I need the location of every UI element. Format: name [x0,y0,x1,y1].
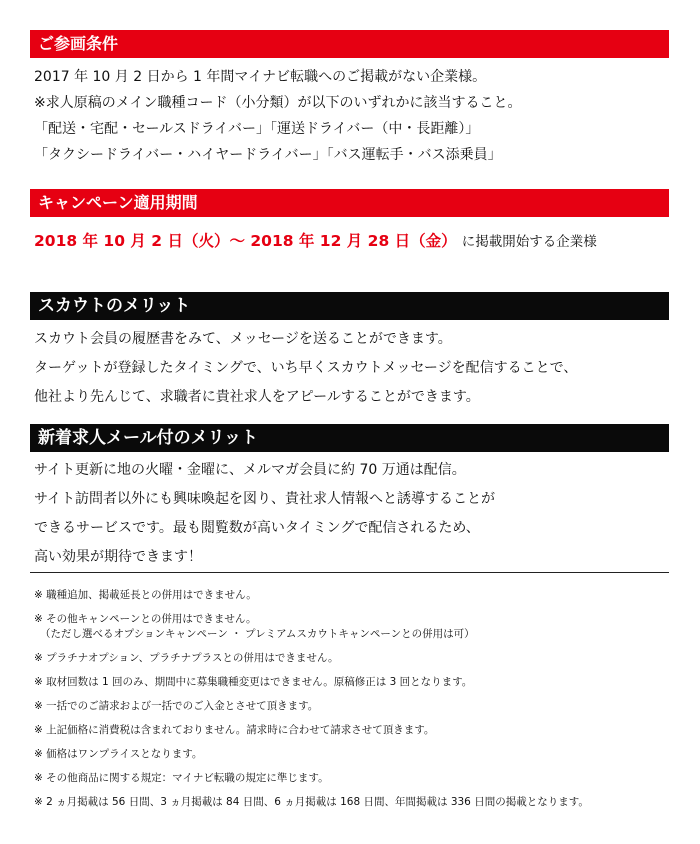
conditions-body [34,64,521,168]
newmail-merit-line: サイト更新に地の火曜・金曜に、メルマガ会員に約 70 万通は配信。 [34,462,466,478]
conditions-line: 2017 年 10 月 2 日から 1 年間マイナビ転職へのご掲載がない企業様。 [34,69,487,85]
scout-merit-heading: スカウトのメリット [30,292,669,320]
note-subtext: （ただし選べるオプションキャンペーン ・ プレミアムスカウトキャンペーンとの併用は可） [40,628,475,640]
conditions-line: ※求人原稿のメイン職種コード（小分類）が以下のいずれかに該当すること。 [34,95,522,111]
note-item: ※ 2 ヵ月掲載は 56 日間、3 ヵ月掲載は 84 日間、6 ヵ月掲載は 168 日間、年間掲載は 336 日間の掲載となります。 [34,796,589,808]
note-item: ※ 職種追加、掲載延長との併用はできません。 [34,589,257,601]
newmail-merit-body [34,456,495,572]
scout-merit-line: 他社より先んじて、求職者に貴社求人をアピールすることができます。 [34,389,480,405]
campaign-period [34,228,597,254]
note-item: ※ 上記価格に消費税は含まれておりません。請求時に合わせて請求させて頂きます。 [34,724,435,736]
newmail-merit-line: できるサービスです。最も閲覧数が高いタイミングで配信されるため、 [34,520,480,536]
period-heading: キャンペーン適用期間 [30,189,669,217]
newmail-merit-heading: 新着求人メール付のメリット [30,424,669,452]
newmail-merit-line: 高い効果が期待できます！ [34,549,202,565]
note-item: ※ 価格はワンプライスとなります。 [34,748,203,760]
note-item [34,612,589,642]
section-divider [30,572,669,573]
conditions-line: 「タクシードライバー・ハイヤードライバー」「バス運転手・バス添乗員」 [34,147,502,163]
scout-merit-body [34,325,577,412]
period-suffix: に掲載開始する企業様 [461,234,597,250]
scout-merit-line: ターゲットが登録したタイミングで、いち早くスカウトメッセージを配信することで、 [34,360,578,376]
scout-merit-line: スカウト会員の履歴書をみて、メッセージを送ることができます。 [34,331,452,347]
note-item: ※ 取材回数は 1 回のみ、期間中に募集職種変更はできません。原稿修正は 3 回となります。 [34,676,473,688]
notes-list [34,588,589,819]
conditions-line: 「配送・宅配・セールスドライバー」「運送ドライバー（中・長距離）」 [34,121,480,137]
note-item: ※ 一括でのご請求および一括でのご入金とさせて頂きます。 [34,700,319,712]
note-item: ※ その他商品に関する規定：マイナビ転職の規定に準じます。 [34,772,329,784]
newmail-merit-line: サイト訪問者以外にも興味喚起を図り、貴社求人情報へと誘導することが [34,491,496,507]
note-text: ※ その他キャンペーンとの併用はできません。 [34,613,257,625]
period-dates: 2018 年 10 月 2 日（火）〜 2018 年 12 月 28 日（金） [34,232,457,250]
conditions-heading: ご参画条件 [30,30,669,58]
note-item: ※ プラチナオプション、プラチナプラスとの併用はできません。 [34,652,339,664]
